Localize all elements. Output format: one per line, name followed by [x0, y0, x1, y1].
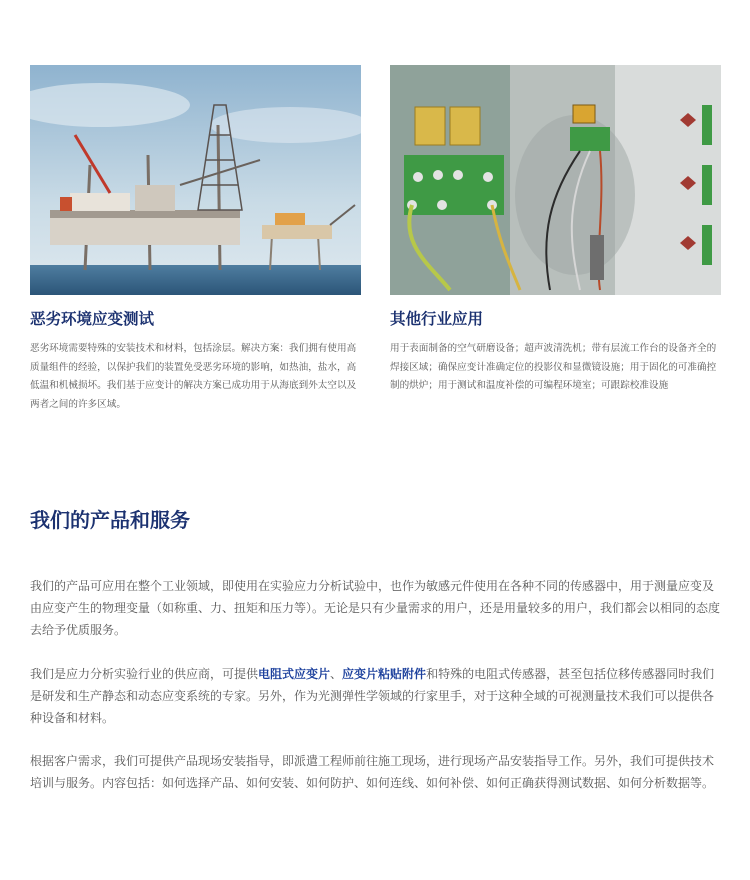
paragraph-text: 我们是应力分析实验行业的供应商，可提供 [30, 667, 259, 681]
card-description: 用于表面制备的空气研磨设备；超声波清洗机；带有层流工作台的设备齐全的焊接区域；确保应变计准确定位的投影仪和显微镜设施；用于固化的可准确控制的烘炉；用于测试和温度补偿的可编程环境室；可跟踪校准设施 [390, 343, 717, 391]
card-harsh-environment [30, 65, 361, 414]
card-title: 其他行业应用 [390, 310, 484, 328]
card-other-industries [390, 65, 721, 396]
card-title: 恶劣环境应变测试 [30, 310, 155, 328]
separator: 、 [330, 667, 343, 681]
card-description: 恶劣环境需要特殊的安装技术和材料，包括涂层。解决方案：我们拥有使用高质量组件的经验，以保护我们的装置免受恶劣环境的影响，如热油，盐水，高低温和机械损坏。我们基于应变计的解决方案已成功用于从海底到外太空以及两者之间的许多区域。 [30, 343, 357, 410]
offshore-platform-image [30, 65, 361, 295]
section-title: 我们的产品和服务 [30, 508, 190, 532]
strain-gauge-image [390, 65, 721, 295]
paragraph-products: 我们的产品可应用在整个工业领域，即使用在实验应力分析试验中，也作为敏感元件使用在各种不同的传感器中，用于测量应变及由应变产生的物理变量（如称重、力、扭矩和压力等）。无论是只有少量需求的用户，还是用量较多的用户，我们都会以相同的态度去给予优质服务。 [30, 579, 721, 637]
link-strain-gauge-accessories[interactable]: 应变片粘贴附件 [342, 667, 427, 681]
paragraph-text: 和特殊的电阻式传感器，甚至包括位移传感器同时我们是研发和生产静态和动态应变系统的专家。另外，作为光测弹性学领域的行家里手，对于这种全域的可视测量技术我们可以提供各种设备和材料。 [30, 667, 715, 725]
paragraph-supplier [30, 663, 720, 729]
paragraph-services: 根据客户需求，我们可提供产品现场安装指导，即派遣工程师前往施工现场，进行现场产品安装指导工作。另外，我们可提供技术培训与服务。内容包括：如何选择产品、如何安装、如何防护、如何连线、如何补偿、如何正确获得测试数据、如何分析数据等。 [30, 754, 715, 790]
link-resistive-strain-gauge[interactable]: 电阻式应变片 [258, 667, 331, 681]
